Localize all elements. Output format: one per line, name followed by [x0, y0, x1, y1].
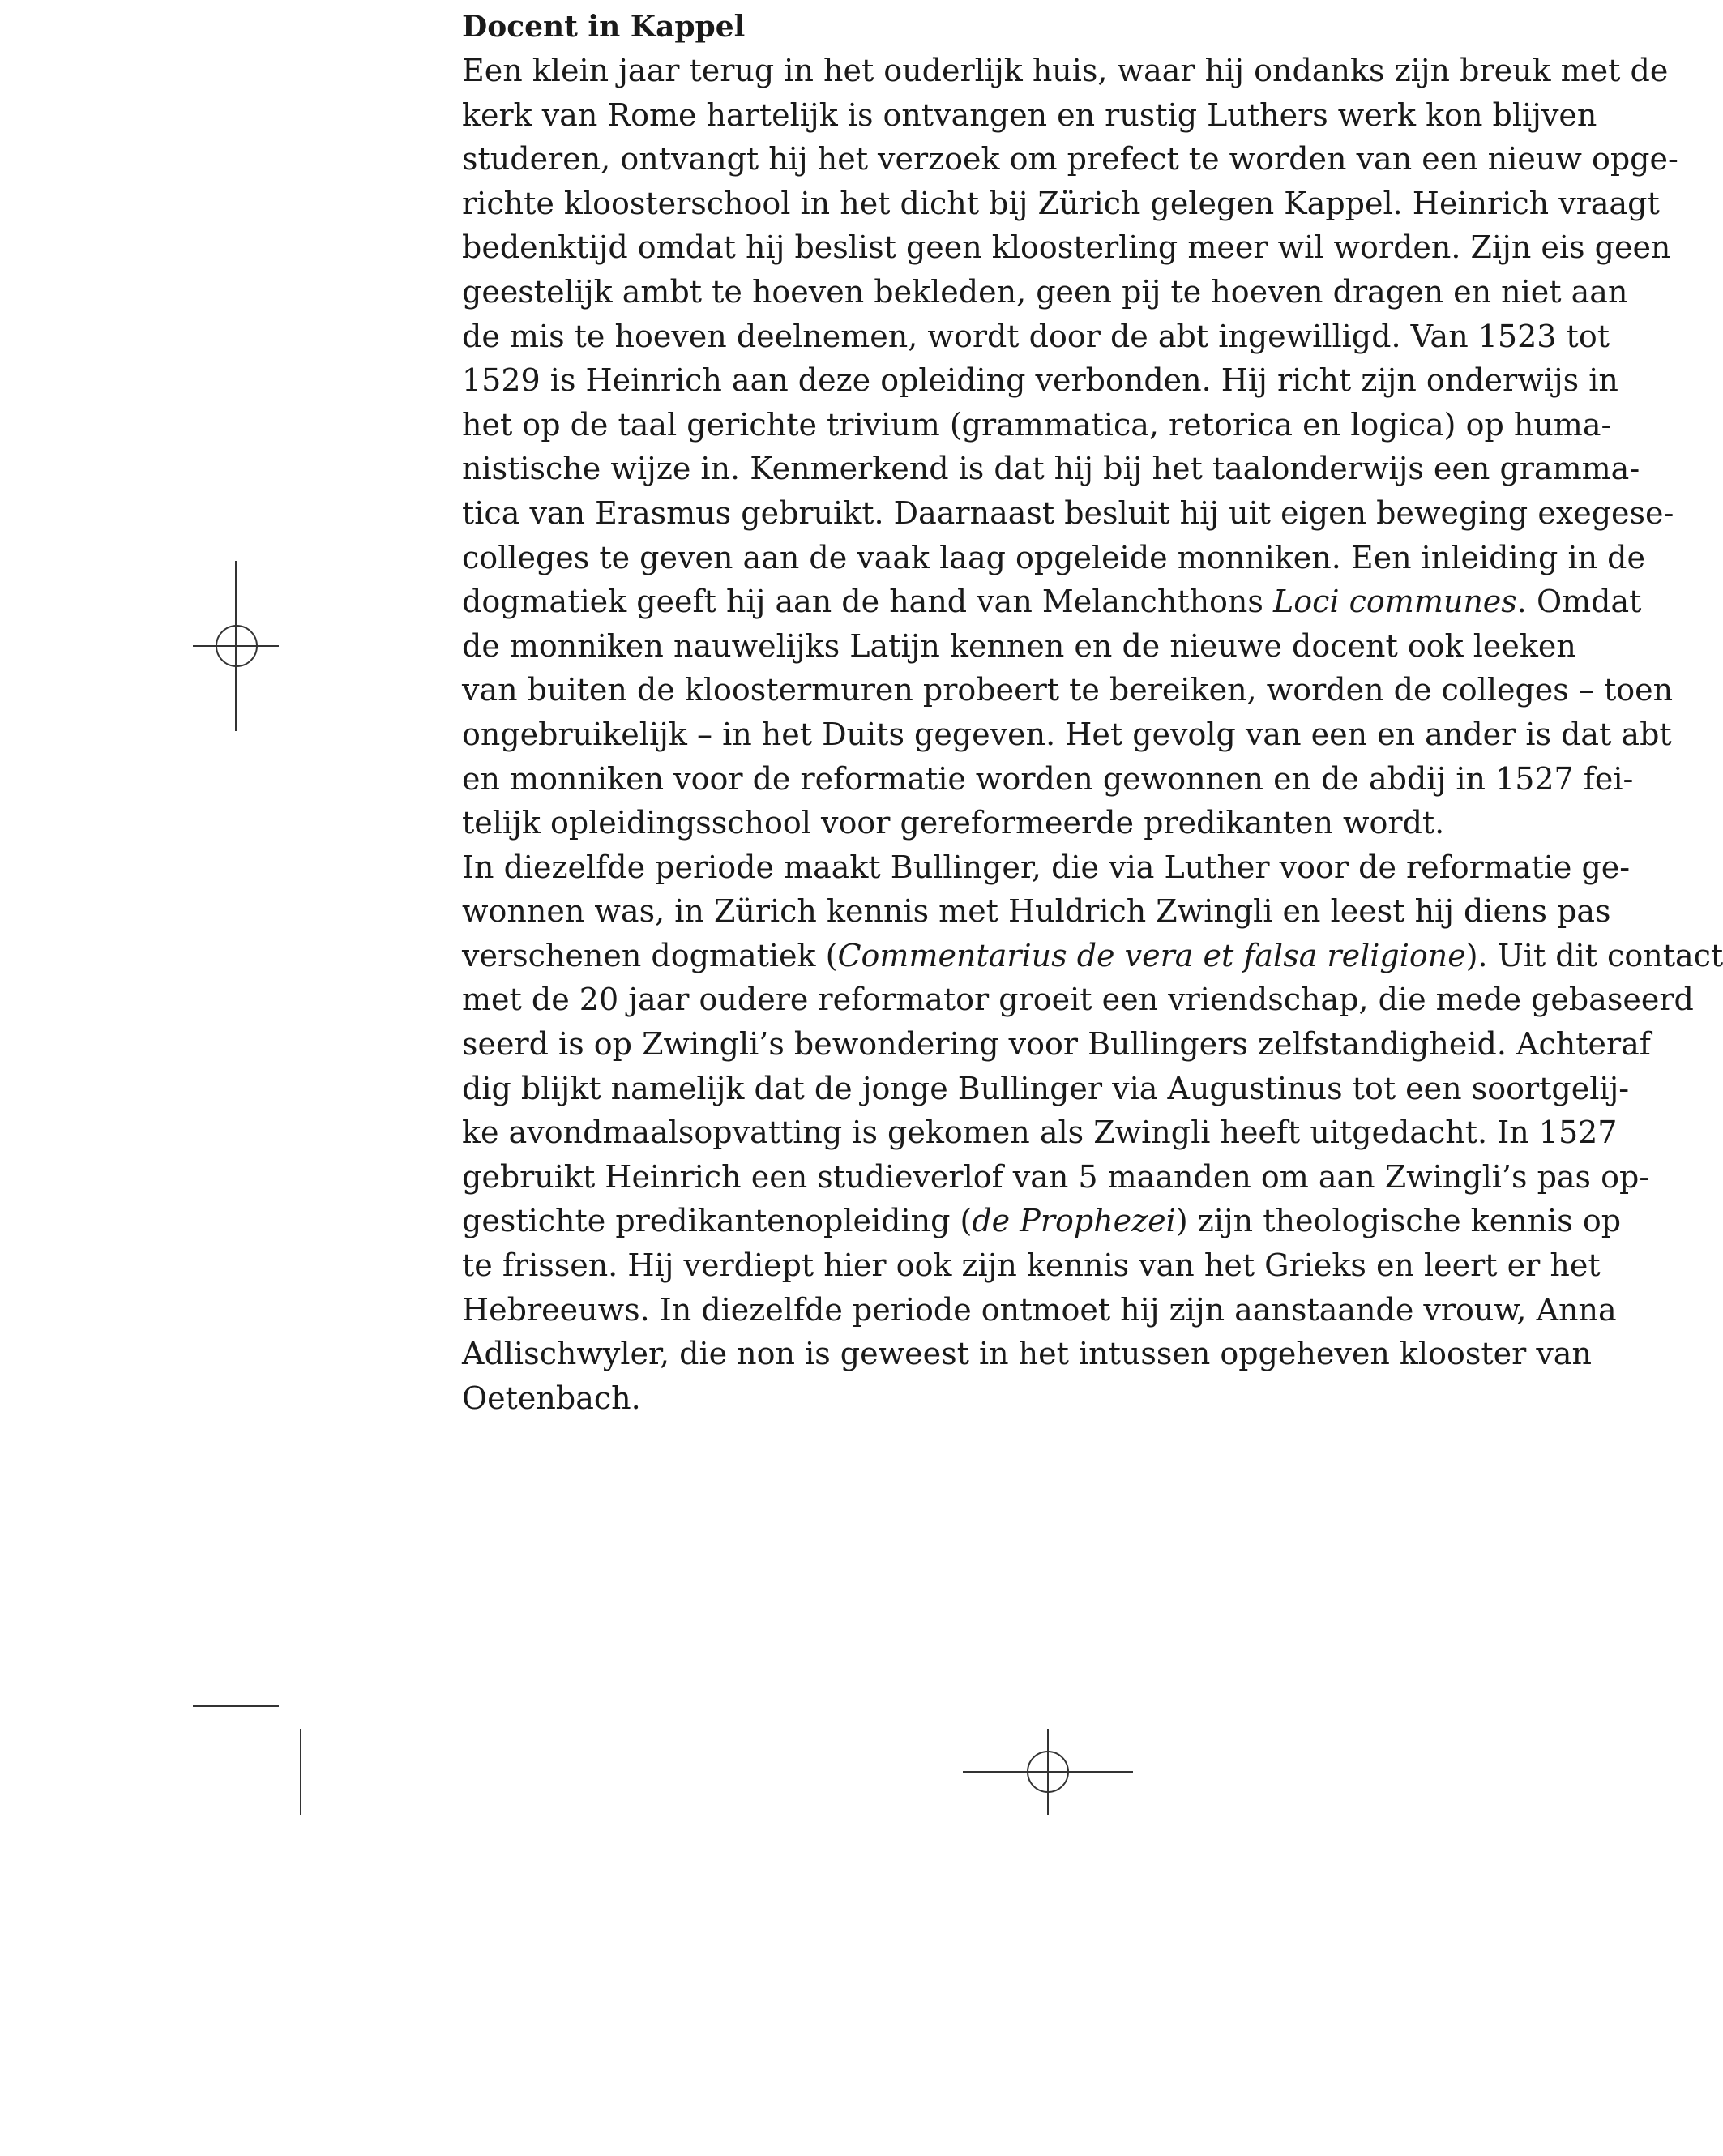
text-line — [462, 1022, 1651, 1067]
text-line — [462, 624, 1576, 669]
text-line — [462, 977, 1694, 1022]
text-segment: telijk opleidingsschool voor gereformeerde predikanten wordt. — [462, 805, 1445, 841]
text-line — [462, 712, 1672, 757]
text-segment: en monniken voor de reformatie worden gewonnen en de abdij in 1527 fei- — [462, 760, 1634, 797]
text-segment: . Omdat — [1516, 584, 1642, 620]
text-segment: het op de taal gerichte trivium (grammatica, retorica en logica) op huma- — [462, 406, 1612, 443]
text-line — [462, 93, 1597, 138]
italic-title: de Prophezei — [972, 1203, 1176, 1239]
text-segment: In diezelfde periode maakt Bullinger, die via Luther voor de reformatie ge- — [462, 849, 1631, 885]
text-segment: Een klein jaar terug in het ouderlijk huis, waar hij ondanks zijn breuk met de — [462, 53, 1669, 88]
text-segment: bedenktijd omdat hij beslist geen kloosterling meer wil worden. Zijn eis geen — [462, 229, 1671, 266]
italic-title: Commentarius de vera et falsa religione — [837, 937, 1466, 973]
text-segment: gebruikt Heinrich een studieverlof van 5 maanden om aan Zwingli’s pas op- — [462, 1158, 1650, 1195]
text-line — [462, 1067, 1630, 1111]
registration-circle-bottom — [1027, 1751, 1069, 1793]
text-segment: de monniken nauwelijks Latijn kennen en de nieuwe docent ook leeken — [462, 627, 1576, 664]
text-segment: met de 20 jaar oudere reformator groeit een vriendschap, die mede gebaseerd — [462, 982, 1694, 1018]
text-segment: 1529 is Heinrich aan deze opleiding verbonden. Hij richt zijn onderwijs in — [462, 362, 1618, 399]
italic-title: Loci communes — [1273, 584, 1517, 620]
text-line — [462, 49, 1669, 93]
text-segment: richte kloosterschool in het dicht bij Zürich gelegen Kappel. Heinrich vraagt — [462, 185, 1660, 221]
paragraph-2 — [462, 845, 1723, 1421]
text-line — [462, 491, 1674, 536]
text-segment: ) zijn theologische kennis op — [1175, 1203, 1622, 1239]
text-segment: dig blijkt namelijk dat de jonge Bullinger via Augustinus tot een soortgelij- — [462, 1070, 1630, 1106]
text-line — [462, 1332, 1592, 1376]
text-line — [462, 1155, 1650, 1200]
text-segment: seerd is op Zwingli’s bewondering voor Bullingers zelfstandigheid. Achteraf — [462, 1026, 1651, 1063]
text-line — [462, 1110, 1618, 1155]
text-line — [462, 536, 1645, 580]
text-line — [462, 358, 1618, 403]
text-segment: tica van Erasmus gebruikt. Daarnaast besluit hij uit eigen beweging exegese- — [462, 494, 1674, 531]
text-segment: nistische wijze in. Kenmerkend is dat hij bij het taalonderwijs een gramma- — [462, 451, 1640, 487]
text-segment: studeren, ontvangt hij het verzoek om prefect te worden van een nieuw opge- — [462, 141, 1678, 178]
text-line — [462, 1243, 1601, 1288]
text-segment: te frissen. Hij verdiept hier ook zijn kennis van het Grieks en leert er het — [462, 1247, 1601, 1284]
text-line — [462, 270, 1628, 314]
text-line — [462, 225, 1671, 270]
registration-circle-left — [216, 625, 258, 667]
text-segment: van buiten de kloostermuren probeert te bereiken, worden de colleges – toen — [462, 672, 1674, 708]
text-segment: ). Uit dit contact — [1465, 937, 1723, 973]
text-segment: colleges te geven aan de vaak laag opgeleide monniken. Een inleiding in de — [462, 539, 1645, 575]
text-segment: Adlischwyler, die non is geweest in het intussen opgeheven klooster van — [462, 1336, 1592, 1372]
text-line — [462, 801, 1532, 845]
text-line — [462, 447, 1640, 491]
crop-mark-bottom-left-horizontal — [193, 1705, 279, 1707]
text-line — [462, 182, 1660, 226]
text-line — [462, 889, 1611, 934]
text-segment: Oetenbach. — [462, 1380, 641, 1416]
text-segment: gestichte predikantenopleiding ( — [462, 1203, 973, 1239]
text-segment: wonnen was, in Zürich kennis met Huldrich Zwingli en leest hij diens pas — [462, 893, 1611, 930]
crop-mark-bottom-left-vertical — [300, 1729, 301, 1815]
text-segment: ongebruikelijk – in het Duits gegeven. Het gevolg van een en ander is dat abt — [462, 716, 1672, 752]
text-line — [462, 314, 1610, 359]
text-line — [462, 580, 1642, 624]
text-line — [462, 668, 1674, 712]
text-segment: verschenen dogmatiek ( — [462, 937, 838, 973]
text-line — [462, 757, 1634, 802]
text-segment: geestelijk ambt te hoeven bekleden, geen pij te hoeven dragen en niet aan — [462, 273, 1628, 310]
text-line — [462, 1288, 1617, 1333]
text-line — [462, 934, 1723, 978]
text-line — [462, 137, 1678, 182]
text-line — [462, 1376, 1532, 1421]
text-segment: ke avondmaalsopvatting is gekomen als Zwingli heeft uitgedacht. In 1527 — [462, 1114, 1618, 1151]
text-line — [462, 1199, 1622, 1243]
section-heading: Docent in Kappel — [462, 10, 746, 44]
text-line — [462, 845, 1631, 890]
text-segment: Hebreeuws. In diezelfde periode ontmoet hij zijn aanstaande vrouw, Anna — [462, 1291, 1617, 1328]
paragraph-1 — [462, 49, 1678, 845]
text-segment: dogmatiek geeft hij aan de hand van Melanchthons — [462, 584, 1273, 620]
text-segment: kerk van Rome hartelijk is ontvangen en rustig Luthers werk kon blijven — [462, 96, 1597, 133]
page-text — [462, 5, 1723, 1420]
text-segment: de mis te hoeven deelnemen, wordt door de abt ingewilligd. Van 1523 tot — [462, 318, 1610, 354]
text-line — [462, 403, 1612, 447]
